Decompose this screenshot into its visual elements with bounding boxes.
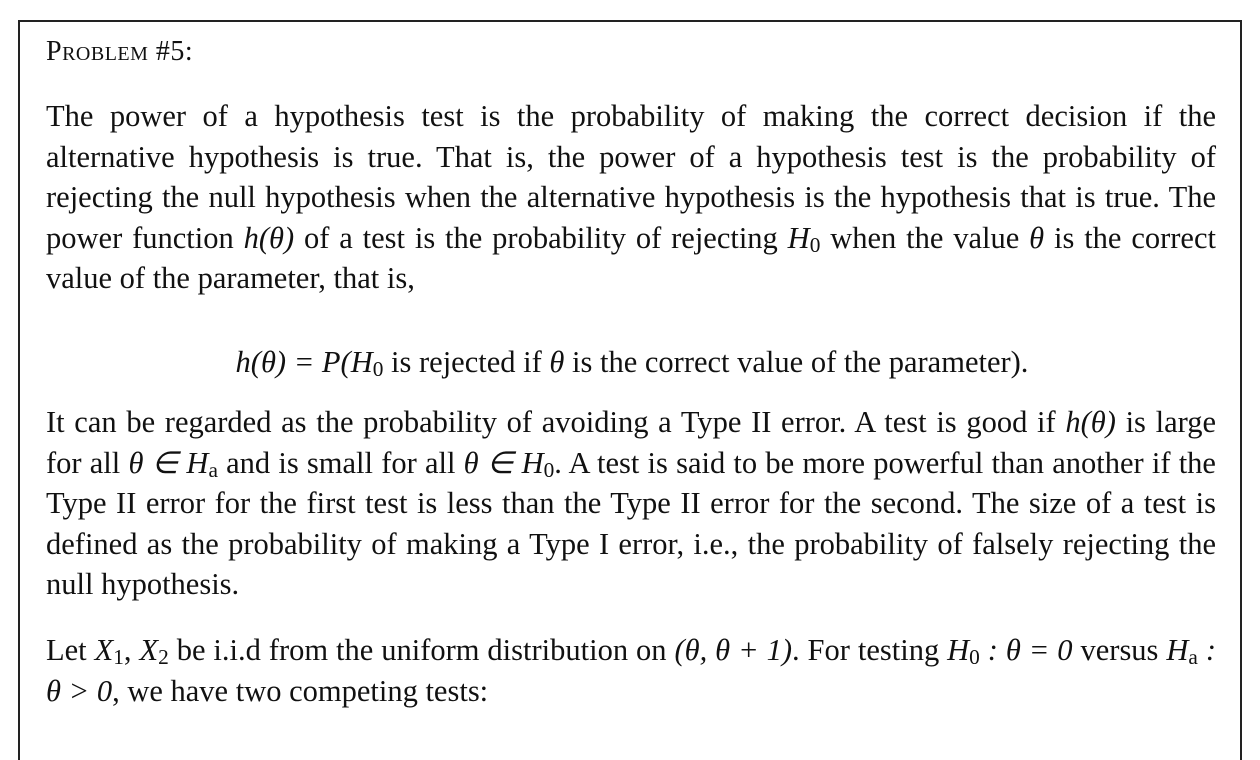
text: The power of a hypothesis test is the probability of making the correct decision if the alternative hypothesis is true. That is, the power of a hypothesis test is the probability of rejecting the null hypothesis when the alternative hypothesis is the hypothesis that is true. The power function	[46, 99, 1216, 255]
text: is large for all	[46, 405, 1216, 480]
equation-lhs: h(θ) = P(H	[235, 345, 373, 379]
math-x: X	[94, 633, 114, 667]
math-x: X	[139, 633, 159, 667]
paragraph-power-definition	[46, 96, 1216, 299]
math-sub: a	[208, 457, 218, 482]
math-interval: (θ, θ + 1)	[674, 633, 792, 667]
math-sub: 0	[809, 232, 821, 257]
math-expr: θ ∈ H	[128, 445, 209, 480]
math-sub: 1	[113, 645, 124, 669]
text: is the correct value of the parameter, that is,	[46, 220, 1216, 295]
math-expr: : θ > 0	[46, 633, 1216, 708]
math-expr: : θ = 0	[979, 633, 1073, 667]
equation-sub: 0	[372, 357, 384, 381]
math-h-theta: h(θ)	[1065, 405, 1116, 439]
math-h: H	[787, 220, 810, 255]
paragraph-uniform-setup	[46, 630, 1216, 711]
math-theta-in-ha	[128, 446, 217, 480]
math-theta: θ	[1029, 220, 1045, 255]
text: . For testing	[792, 633, 948, 667]
math-h0	[788, 221, 821, 255]
paragraph-type-errors	[46, 402, 1216, 605]
text: versus	[1072, 633, 1167, 667]
problem-box	[18, 20, 1242, 760]
text: Let	[46, 633, 95, 667]
equation-power-function	[20, 342, 1244, 382]
math-null-hypothesis	[947, 633, 1072, 667]
text: , we have two competing tests:	[112, 673, 489, 708]
text: ,	[123, 633, 140, 667]
math-h: H	[947, 633, 970, 667]
text: of a test is the probability of rejecting	[294, 220, 788, 255]
math-expr: θ ∈ H	[463, 445, 544, 480]
math-x1	[95, 633, 124, 667]
equation-theta: θ	[549, 345, 565, 379]
equation-tail: is the correct value of the parameter).	[564, 345, 1029, 379]
math-h-theta: h(θ)	[243, 220, 295, 255]
math-sub: 0	[969, 645, 980, 669]
math-h: H	[1166, 633, 1189, 667]
text: It can be regarded as the probability of avoiding a Type II error. A test is good if	[46, 405, 1066, 439]
equation-text: is rejected if	[383, 345, 550, 379]
math-sub: 2	[158, 645, 169, 669]
math-theta-in-h0	[464, 446, 555, 480]
text: be i.i.d from the uniform distribution on	[168, 633, 675, 667]
math-sub: a	[1188, 645, 1198, 669]
text: and is small for all	[217, 445, 464, 480]
math-x2	[139, 633, 168, 667]
problem-heading: Problem #5:	[46, 36, 194, 67]
math-sub: 0	[543, 457, 555, 482]
text: . A test is said to be more powerful than another if the Type II error for the first test is less than the Type II error for the second. The size of a test is defined as the probability of making a Type I error, i.e., the probability of falsely rejecting the null hypothesis.	[46, 445, 1216, 601]
text: when the value	[820, 220, 1030, 255]
